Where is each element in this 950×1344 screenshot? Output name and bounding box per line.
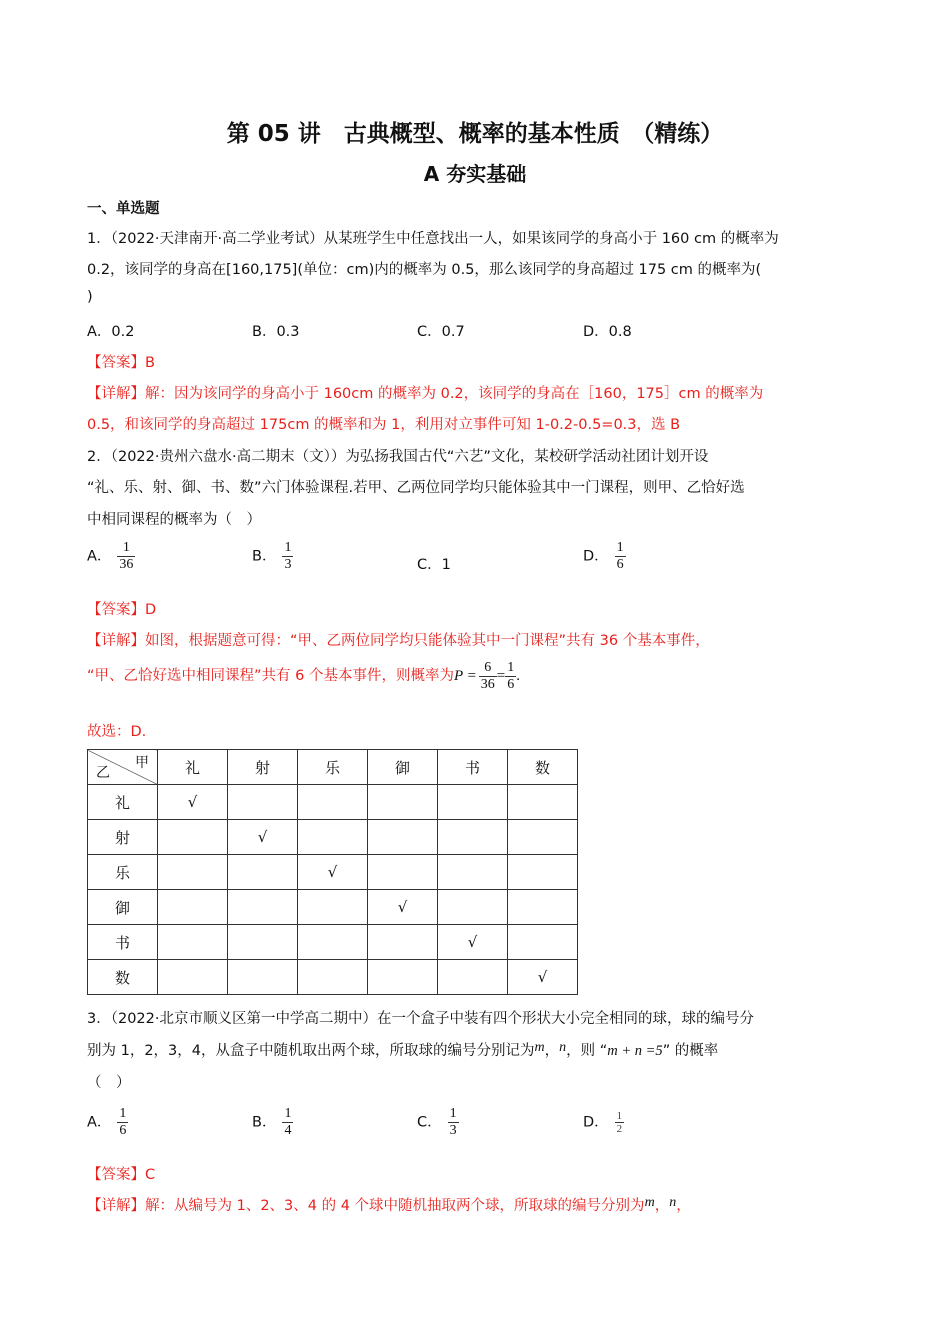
- q2-detail: 【详解】如图，根据题意可得：“甲、乙两位同学均只能体验其中一门课程”共有 36 个基本事件，: [87, 633, 710, 649]
- q1-detail: 0.5，和该同学的身高超过 175cm 的概率和为 1，利用对立事件可知 1-0.2-0.5=0.3，选 B: [87, 417, 681, 433]
- q3-answer: 【答案】C: [87, 1167, 156, 1183]
- q1-line: ): [87, 289, 93, 305]
- q3-line: （ ）: [87, 1075, 131, 1091]
- table-cell: [158, 960, 228, 995]
- table-cell: [368, 785, 438, 820]
- q2-option-d: D． $\frac{1}{6}$: [583, 540, 624, 572]
- q1-option-a: A．0.2: [87, 324, 135, 340]
- table-cell: [368, 925, 438, 960]
- col-header: 书: [438, 750, 508, 785]
- table-cell: [508, 925, 578, 960]
- q2-detail-formula-line: “甲、乙恰好选中相同课程”共有 6 个基本事件，则概率为P = $\frac{6}{36}$ = $\frac{1}{6}$ .: [87, 660, 520, 692]
- table-cell: [438, 785, 508, 820]
- col-header: 射: [228, 750, 298, 785]
- table-cell: [298, 785, 368, 820]
- table-cell: [158, 820, 228, 855]
- q2-conclusion: 故选：D.: [87, 724, 147, 740]
- col-header: 礼: [158, 750, 228, 785]
- q2-line: “礼、乐、射、御、书、数”六门体验课程.若甲、乙两位同学均只能体验其中一门课程，则甲、乙恰好选: [87, 480, 745, 496]
- table-cell: [438, 855, 508, 890]
- table-cell: [228, 960, 298, 995]
- q3-option-b: B． $\frac{1}{4}$: [252, 1106, 292, 1138]
- check-mark-cell: √: [508, 960, 578, 995]
- table-cell: [158, 925, 228, 960]
- table-cell: [508, 890, 578, 925]
- table-cell: [368, 960, 438, 995]
- check-mark-cell: √: [228, 820, 298, 855]
- row-header: 御: [88, 890, 158, 925]
- table-cell: [508, 855, 578, 890]
- table-cell: [438, 890, 508, 925]
- q2-line: 中相同课程的概率为（ ）: [87, 512, 261, 528]
- q1-option-b: B．0.3: [252, 324, 300, 340]
- q2-option-a: A． $\frac{1}{36}$: [87, 540, 134, 572]
- page-title: 第 05 讲 古典概型、概率的基本性质 （精练）: [226, 121, 724, 147]
- table-cell: [228, 855, 298, 890]
- q3-line: 别为 1，2，3，4，从盒子中随机取出两个球，所取球的编号分别记为m，n，则 “m + n =5” 的概率: [87, 1040, 719, 1059]
- q1-option-c: C．0.7: [417, 324, 465, 340]
- check-mark-cell: √: [298, 855, 368, 890]
- check-mark-cell: √: [158, 785, 228, 820]
- q3-option-a: A． $\frac{1}{6}$: [87, 1106, 127, 1138]
- q3-option-c: C． $\frac{1}{3}$: [417, 1106, 457, 1138]
- q3-option-d: D． $\frac{1}{2}$: [583, 1110, 623, 1135]
- row-header: 礼: [88, 785, 158, 820]
- row-header: 射: [88, 820, 158, 855]
- table-row: [88, 890, 578, 925]
- table-cell: [508, 820, 578, 855]
- q3-line: 3．（2022·北京市顺义区第一中学高二期中）在一个盒子中装有四个形状大小完全相同的球，球的编号分: [87, 1011, 754, 1027]
- table-cell: [298, 925, 368, 960]
- page-subtitle: A 夯实基础: [423, 162, 527, 186]
- table-row: [88, 925, 578, 960]
- table-cell: [438, 820, 508, 855]
- table-row: [88, 855, 578, 890]
- col-header: 御: [368, 750, 438, 785]
- table-cell: [228, 925, 298, 960]
- table-cell: [438, 960, 508, 995]
- check-mark-cell: √: [438, 925, 508, 960]
- table-cell: [298, 820, 368, 855]
- q1-answer: 【答案】B: [87, 355, 155, 371]
- table-cell: [158, 890, 228, 925]
- col-header: 乐: [298, 750, 368, 785]
- q2-line: 2．（2022·贵州六盘水·高二期末（文））为弘扬我国古代“六艺”文化，某校研学活动社团计划开设: [87, 449, 709, 465]
- table-cell: [298, 890, 368, 925]
- table-cell: [368, 820, 438, 855]
- q2-answer: 【答案】D: [87, 602, 157, 618]
- table-cell: [228, 890, 298, 925]
- table-cell: [158, 855, 228, 890]
- q1-detail: 【详解】解：因为该同学的身高小于 160cm 的概率为 0.2，该同学的身高在［160，175］cm 的概率为: [87, 386, 764, 402]
- course-table: [87, 749, 578, 995]
- table-row: [88, 785, 578, 820]
- col-header: 数: [508, 750, 578, 785]
- row-header: 书: [88, 925, 158, 960]
- q1-line: 0.2，该同学的身高在[160,175](单位：cm)内的概率为 0.5，那么该同学的身高超过 175 cm 的概率为(: [87, 262, 762, 278]
- table-corner-header: 甲 乙: [88, 750, 158, 785]
- table-cell: [508, 785, 578, 820]
- q2-option-c: C．1: [417, 557, 451, 573]
- row-header: 乐: [88, 855, 158, 890]
- section-heading: 一、单选题: [87, 201, 160, 217]
- check-mark-cell: √: [368, 890, 438, 925]
- table-cell: [228, 785, 298, 820]
- table-cell: [368, 855, 438, 890]
- q2-option-b: B． $\frac{1}{3}$: [252, 540, 292, 572]
- q1-line: 1．（2022·天津南开·高二学业考试）从某班学生中任意找出一人，如果该同学的身高小于 160 cm 的概率为: [87, 231, 779, 247]
- q3-detail: 【详解】解：从编号为 1、2、3、4 的 4 个球中随机抽取两个球，所取球的编号分别为m，n，: [87, 1195, 691, 1214]
- row-header: 数: [88, 960, 158, 995]
- table-cell: [298, 960, 368, 995]
- table-row: [88, 820, 578, 855]
- table-row: [88, 960, 578, 995]
- q1-option-d: D．0.8: [583, 324, 632, 340]
